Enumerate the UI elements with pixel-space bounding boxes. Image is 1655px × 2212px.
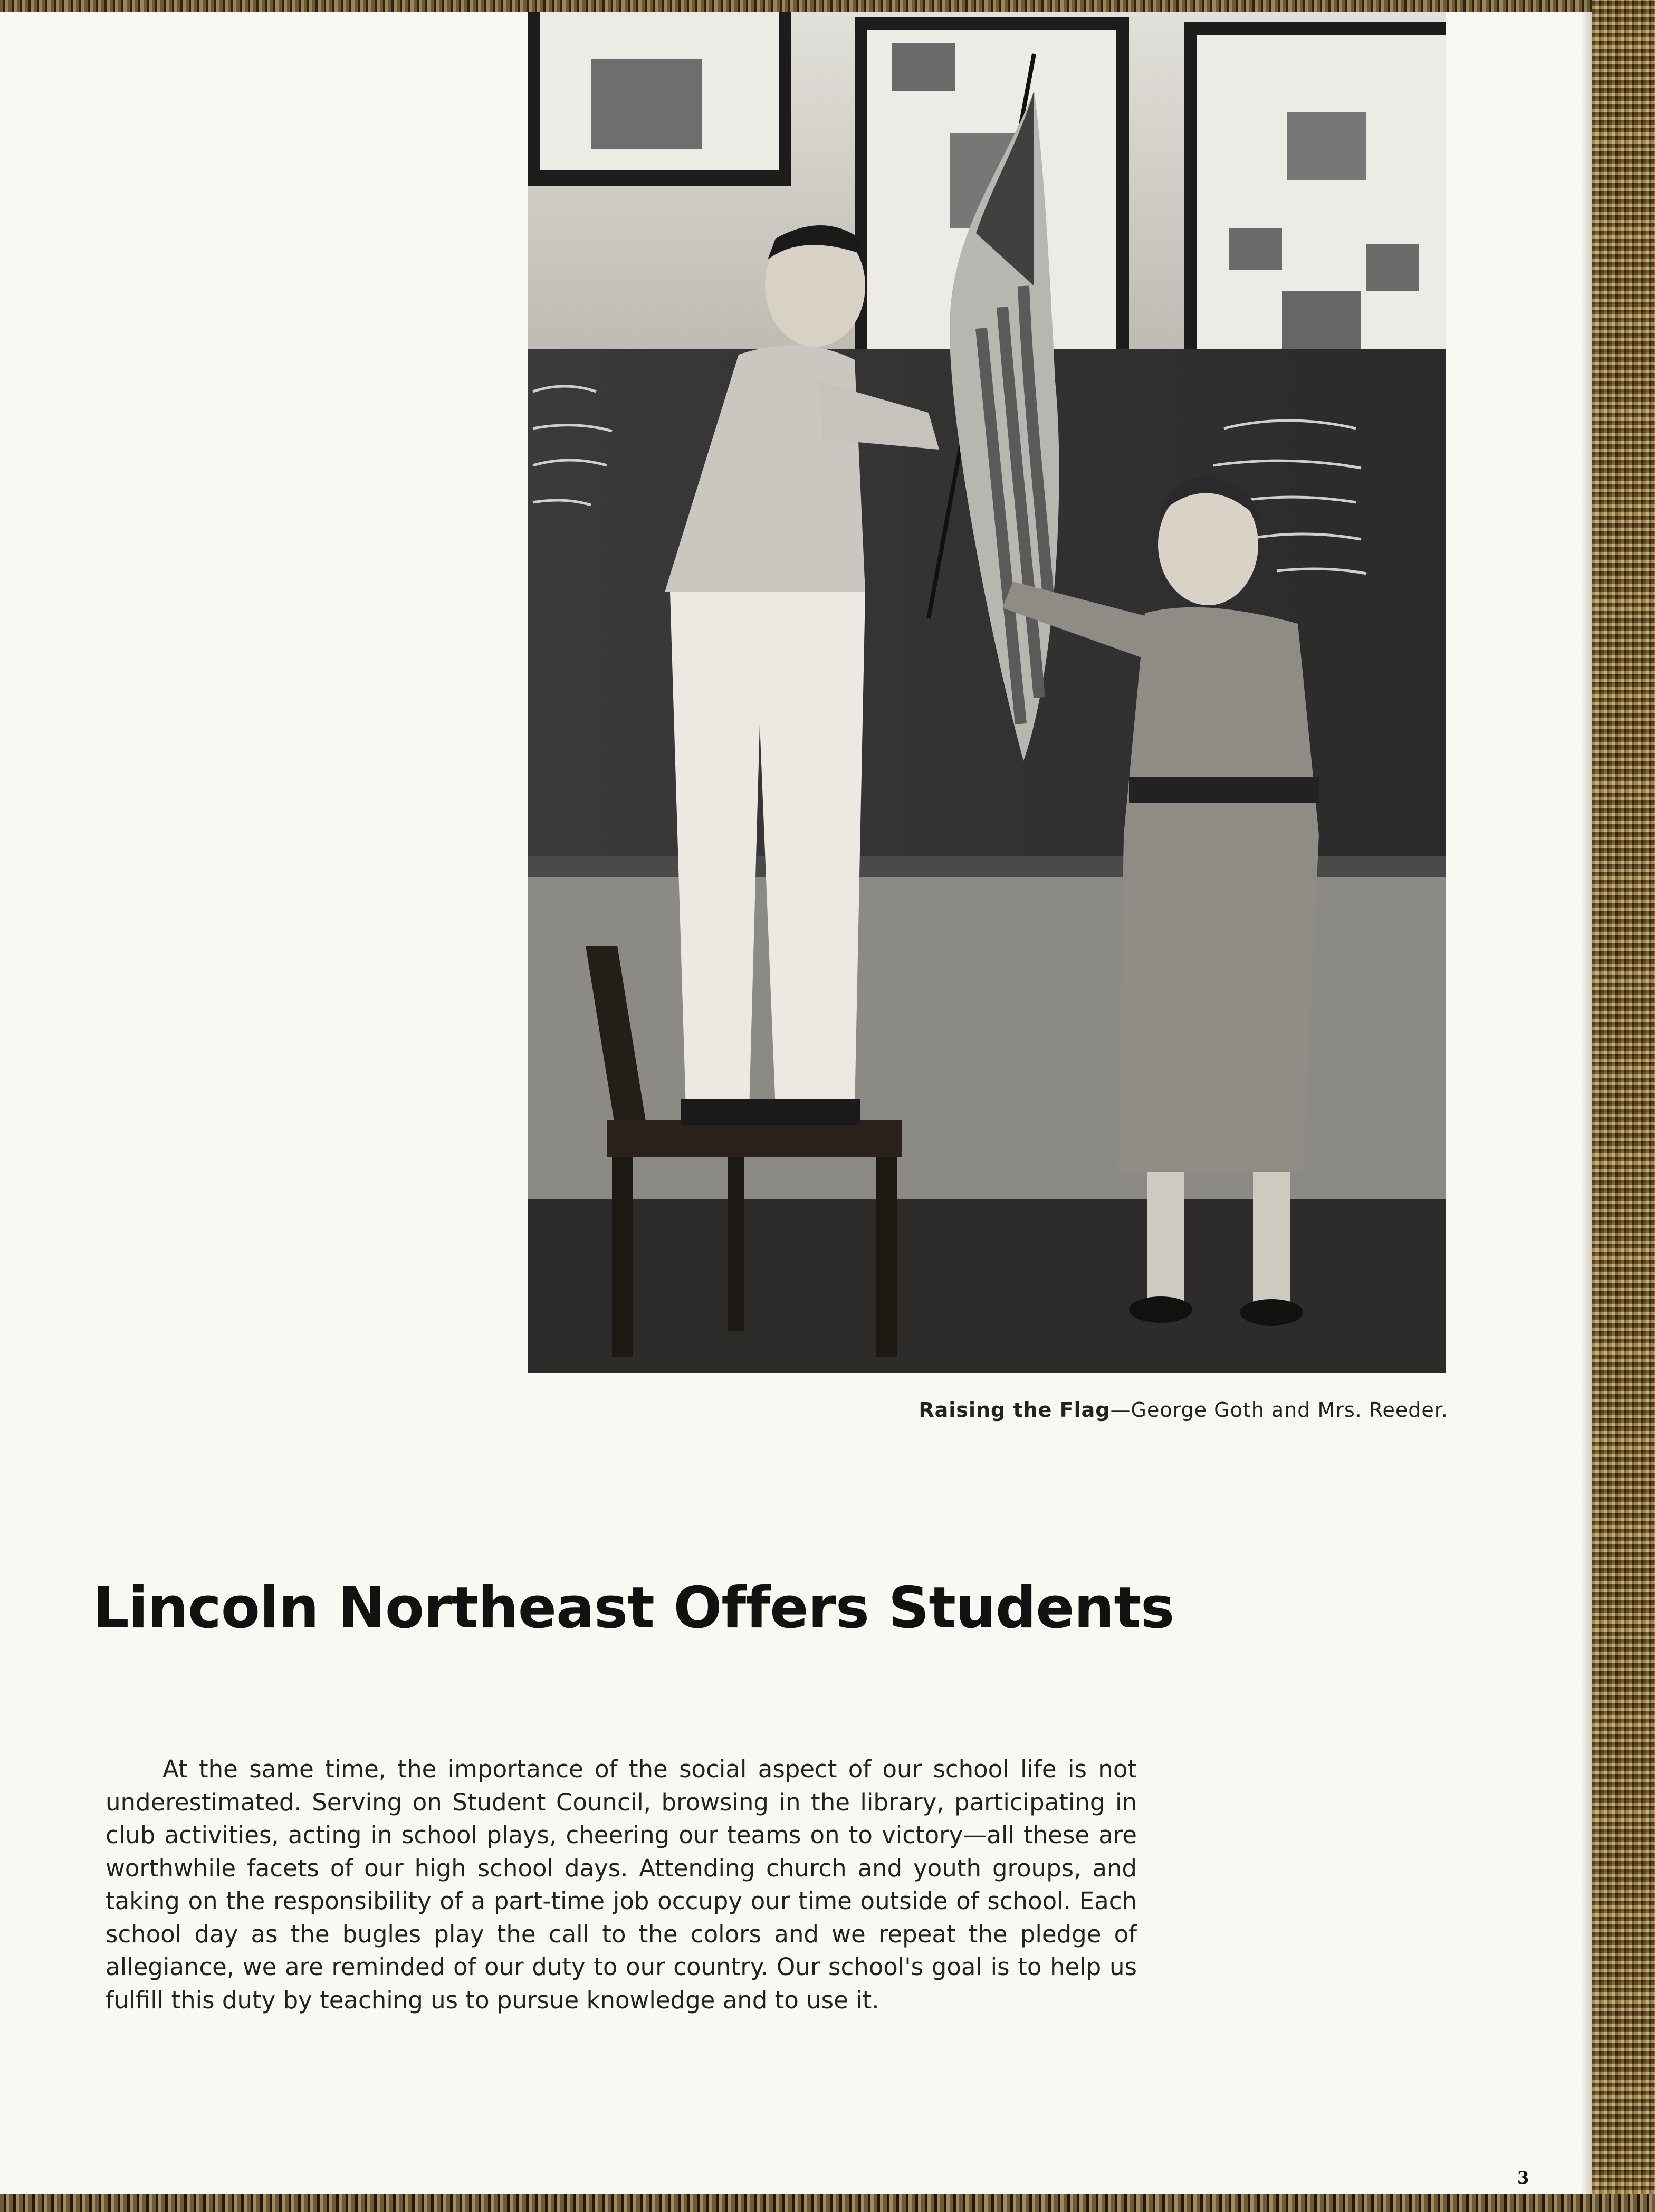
caption-names: —George Goth and Mrs. Reeder. xyxy=(1110,1398,1448,1422)
photo-caption xyxy=(919,1398,1448,1422)
binding-shadow xyxy=(1581,0,1593,2212)
photo-illustration xyxy=(528,12,1446,1373)
page-bottom-edge xyxy=(0,2194,1655,2212)
caption-title: Raising the Flag xyxy=(919,1398,1111,1422)
flag-raising-photo xyxy=(528,12,1446,1373)
body-text-block xyxy=(106,1753,1137,2017)
page-top-edge xyxy=(0,0,1655,12)
book-binding xyxy=(1592,0,1655,2212)
page-headline: Lincoln Northeast Offers Students xyxy=(93,1575,1174,1641)
page-number: 3 xyxy=(1517,2168,1529,2188)
body-paragraph: At the same time, the importance of the social aspect of our school life is not underestimated. Serving on Student Council, browsing in the library, participating in club activities, acting in school plays, cheering our teams on to victory—all these are worthwhile facets of our high school days. Attending church and youth groups, and taking on the responsibility of a part-time job occupy our time outside of school. Each school day as the bugles play the call to the colors and we repeat the pledge of allegiance, we are reminded of our duty to our country. Our school's goal is to help us fulfill this duty by teaching us to pursue knowledge and to use it. xyxy=(106,1755,1137,2014)
